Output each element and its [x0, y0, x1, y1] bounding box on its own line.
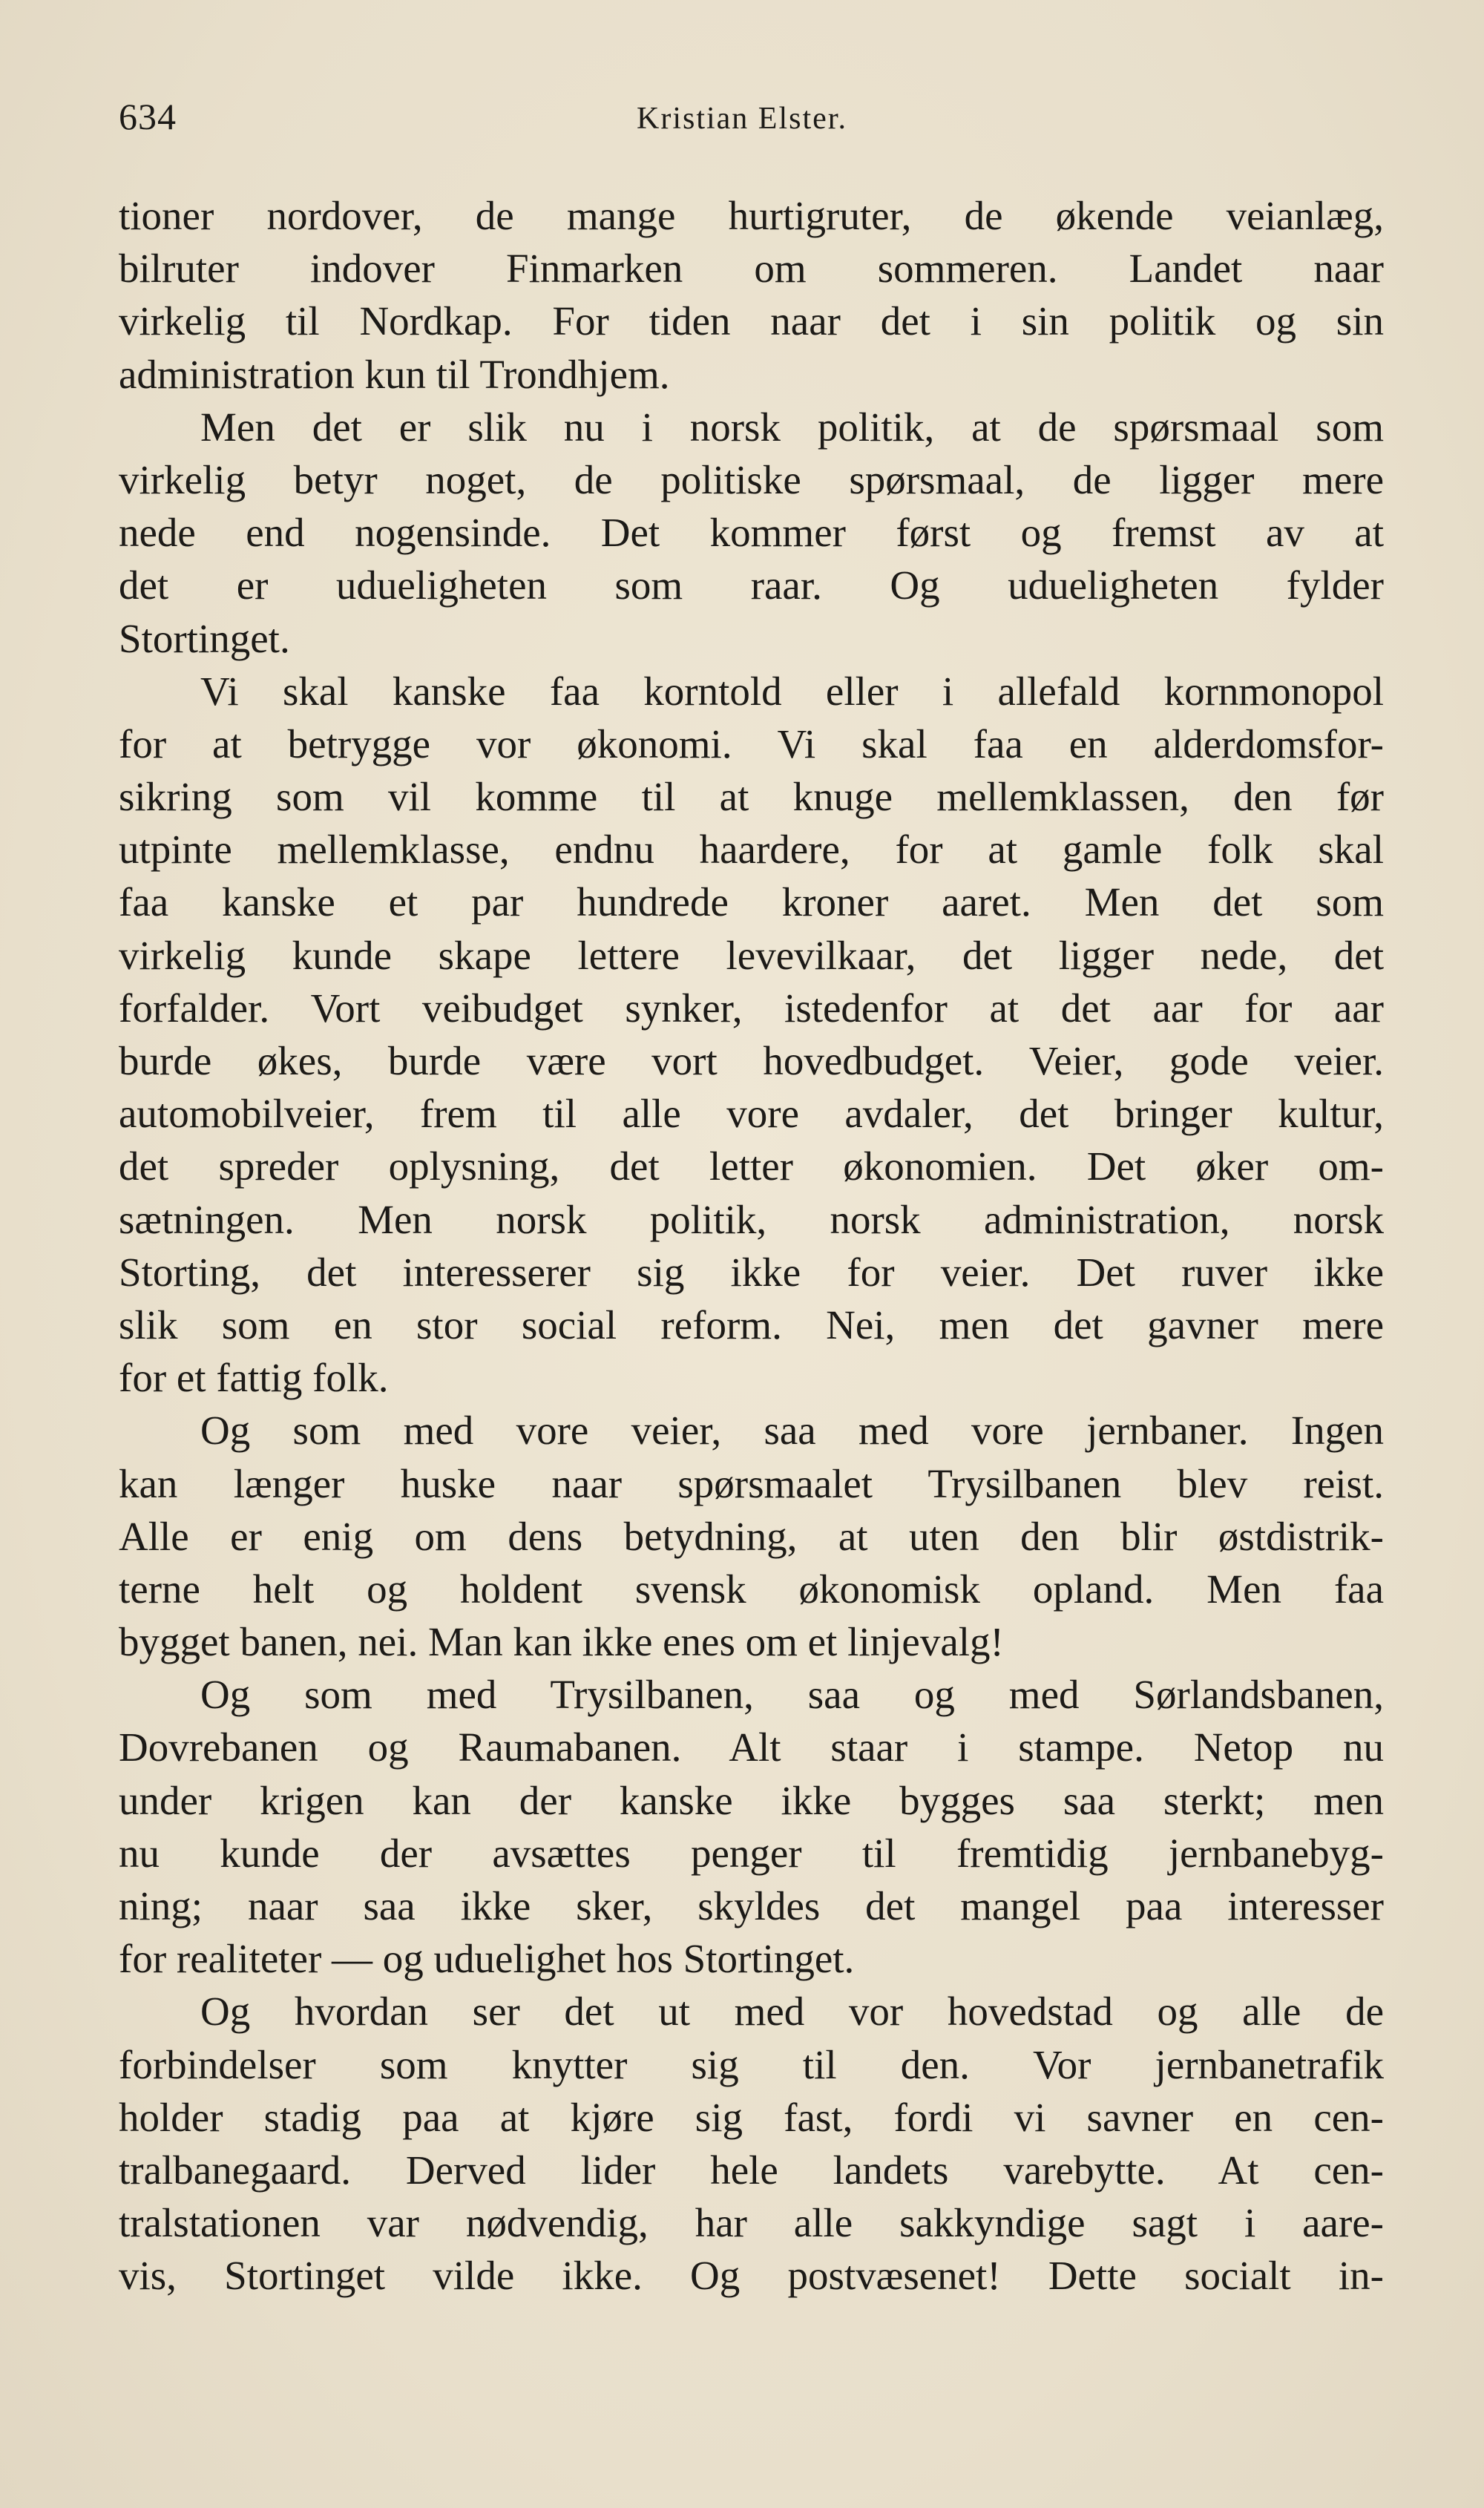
text-line: burde økes, burde være vort hovedbudget. Veier, gode veier. — [119, 1038, 1384, 1083]
text-line: slik som en stor social reform. Nei, men det gavner mere — [119, 1301, 1384, 1347]
text-line: ning; naar saa ikke sker, skyldes det mangel paa interesser — [119, 1883, 1384, 1928]
text-line: vis, Stortinget vilde ikke. Og postvæsenet! Dette socialt in- — [119, 2253, 1384, 2299]
text-line: forfalder. Vort veibudget synker, istedenfor at det aar for aar — [119, 985, 1384, 1031]
text-line: det er udueligheten som raar. Og udueligheten fylder — [119, 562, 1384, 608]
text-line: for et fattig folk. — [119, 1355, 389, 1401]
text-line: nede end nogensinde. Det kommer først og fremst av at — [119, 510, 1384, 556]
text-line: virkelig til Nordkap. For tiden naar det i sin politik og sin — [119, 298, 1384, 344]
text-line: Vi skal kanske faa korntold eller i allefald kornmonopol — [200, 668, 1384, 714]
running-title: Kristian Elster. — [637, 102, 847, 136]
text-line: Stortinget. — [119, 615, 290, 661]
text-line: under krigen kan der kanske ikke bygges saa sterkt; men — [119, 1777, 1384, 1823]
text-line: bilruter indover Finmarken om sommeren. Landet naar — [119, 246, 1384, 292]
text-line: administration kun til Trondhjem. — [119, 351, 670, 397]
text-line: virkelig betyr noget, de politiske spørsmaal, de ligger mere — [119, 456, 1384, 502]
body-text — [119, 189, 1384, 2302]
text-line: Men det er slik nu i norsk politik, at de spørsmaal som — [200, 404, 1384, 450]
text-line: det spreder oplysning, det letter økonomien. Det øker om- — [119, 1143, 1384, 1189]
text-line: Og som med Trysilbanen, saa og med Sørlandsbanen, — [200, 1672, 1384, 1718]
text-line: bygget banen, nei. Man kan ikke enes om et linjevalg! — [119, 1619, 1004, 1665]
text-line: tralbanegaard. Derved lider hele landets varebytte. At cen- — [119, 2147, 1384, 2193]
text-line: forbindelser som knytter sig til den. Vor jernbanetrafik — [119, 2041, 1384, 2087]
text-line: nu kunde der avsættes penger til fremtidig jernbanebyg- — [119, 1830, 1384, 1876]
text-line: utpinte mellemklasse, endnu haardere, for at gamle folk skal — [119, 827, 1384, 873]
text-line: faa kanske et par hundrede kroner aaret. Men det som — [119, 879, 1384, 925]
text-line: holder stadig paa at kjøre sig fast, fordi vi savner en cen- — [119, 2094, 1384, 2140]
text-line: for realiteter — og uduelighet hos Stortinget. — [119, 1936, 855, 1982]
text-line: Og som med vore veier, saa med vore jernbaner. Ingen — [200, 1408, 1384, 1454]
text-line: tioner nordover, de mange hurtigruter, de økende veianlæg, — [119, 193, 1384, 238]
text-line: kan længer huske naar spørsmaalet Trysilbanen blev reist. — [119, 1460, 1384, 1506]
text-line: terne helt og holdent svensk økonomisk opland. Men faa — [119, 1566, 1384, 1612]
page-number: 634 — [119, 96, 177, 137]
text-line: virkelig kunde skape lettere levevilkaar, det ligger nede, det — [119, 932, 1384, 978]
text-line: sætningen. Men norsk politik, norsk administration, norsk — [119, 1196, 1384, 1242]
text-line: Dovrebanen og Raumabanen. Alt staar i stampe. Netop nu — [119, 1724, 1384, 1770]
running-head — [119, 95, 1380, 147]
text-line: automobilveier, frem til alle vore avdaler, det bringer kultur, — [119, 1091, 1384, 1137]
text-line: sikring som vil komme til at knuge mellemklassen, den før — [119, 774, 1384, 820]
text-line: tralstationen var nødvendig, har alle sakkyndige sagt i aare- — [119, 2200, 1384, 2246]
text-line: Storting, det interesserer sig ikke for veier. Det ruver ikke — [119, 1249, 1384, 1295]
text-line: for at betrygge vor økonomi. Vi skal faa en alderdomsfor- — [119, 720, 1384, 766]
text-line: Alle er enig om dens betydning, at uten den blir østdistrik- — [119, 1513, 1384, 1559]
text-line: Og hvordan ser det ut med vor hovedstad og alle de — [200, 1989, 1384, 2035]
